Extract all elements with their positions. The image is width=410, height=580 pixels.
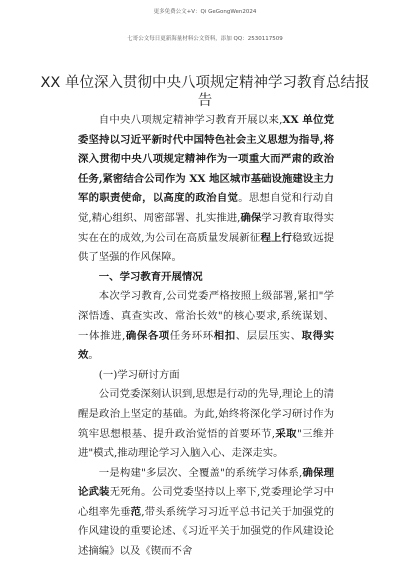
text-run: 稳致远提供了坚强的作风保障。 xyxy=(78,231,335,264)
text-run: ,带头系统学习习近平总书记关于加强党的作风建设的重要论述、《习近平关于加强党的作风建设论述摘编》以及《锲而不舍 xyxy=(78,505,335,558)
text-run: 任务环环 xyxy=(169,329,214,342)
text-run: 。思想自觉和行动自觉,精心组织、周密部署、扎实推进, xyxy=(78,192,335,224)
paragraph-intro xyxy=(78,111,334,268)
watermark-subheader: 七哥公文每日更新海量材料公文资料，添加 QQ：2530117509 xyxy=(127,36,283,42)
text-run: 自中央八项规定精神学习教育开展以来, xyxy=(98,114,283,126)
text-run: 。 xyxy=(88,349,99,362)
text-run-bold: 范 xyxy=(130,505,142,518)
paragraph-overview xyxy=(78,287,334,365)
text-run: 本次学习教育,公司党委严格按照上级部署,紧扣"学深悟透、真查实改、常治长效"的核心要求,系统谋划、一体推进, xyxy=(78,290,334,342)
text-run: 、层层压实、 xyxy=(235,329,302,342)
text-run: 无死角。公司党委坚持以上率下,党委理论学习中心组率先垂 xyxy=(78,486,334,518)
text-run-bold: 采取 xyxy=(275,427,297,440)
document-body xyxy=(78,111,334,562)
document-title: XX 单位深入贯彻中央八项规定精神学习教育总结报告 xyxy=(40,75,370,109)
paragraph-system xyxy=(78,464,334,562)
text-run-bold: XX 单位党委坚持以习近平新时代中国特色社会主义思想为指导,将深入贯彻中央八项规定精神作为一项重大而严肃的政治任务,紧密结合公司作为 XX 地区城市基础设施建设主力军的职责使命，以高度的政治 xyxy=(78,114,334,205)
section-heading: 一、学习教育开展情况 xyxy=(98,270,203,283)
text-run: 一是构建"多层次、全覆盖"的系统学习体系, xyxy=(98,466,303,479)
text-run-bold: 自觉 xyxy=(216,192,239,205)
text-run-bold: 确保各项 xyxy=(125,329,170,342)
text-run: "三维并进"模式,推动理论学习入脑入心、走深走实。 xyxy=(78,427,335,460)
text-run-bold: 相扣 xyxy=(213,329,236,342)
text-run-bold: 确保 xyxy=(240,211,262,224)
paragraph-study xyxy=(78,385,334,463)
text-run-bold: 程上行 xyxy=(260,231,293,244)
text-run: 公司党委深刻认识到,思想是行动的先导,理论上的清醒是政治上坚定的基础。为此,始终将深化学习研讨作为筑牢思想根基、提升政治觉悟的首要环节, xyxy=(78,388,334,440)
text-run: 学习教育取得实实在在的成效,为公司在高质量发展新征 xyxy=(78,211,335,244)
subsection-heading: (一)学习研讨方面 xyxy=(98,368,180,381)
watermark-header: 更多免费公文+V：Qi GeGongWen2024 xyxy=(153,9,257,15)
text-run-bold: 确保理论武装 xyxy=(78,466,334,499)
text-run-bold: 取得实效 xyxy=(78,329,335,362)
